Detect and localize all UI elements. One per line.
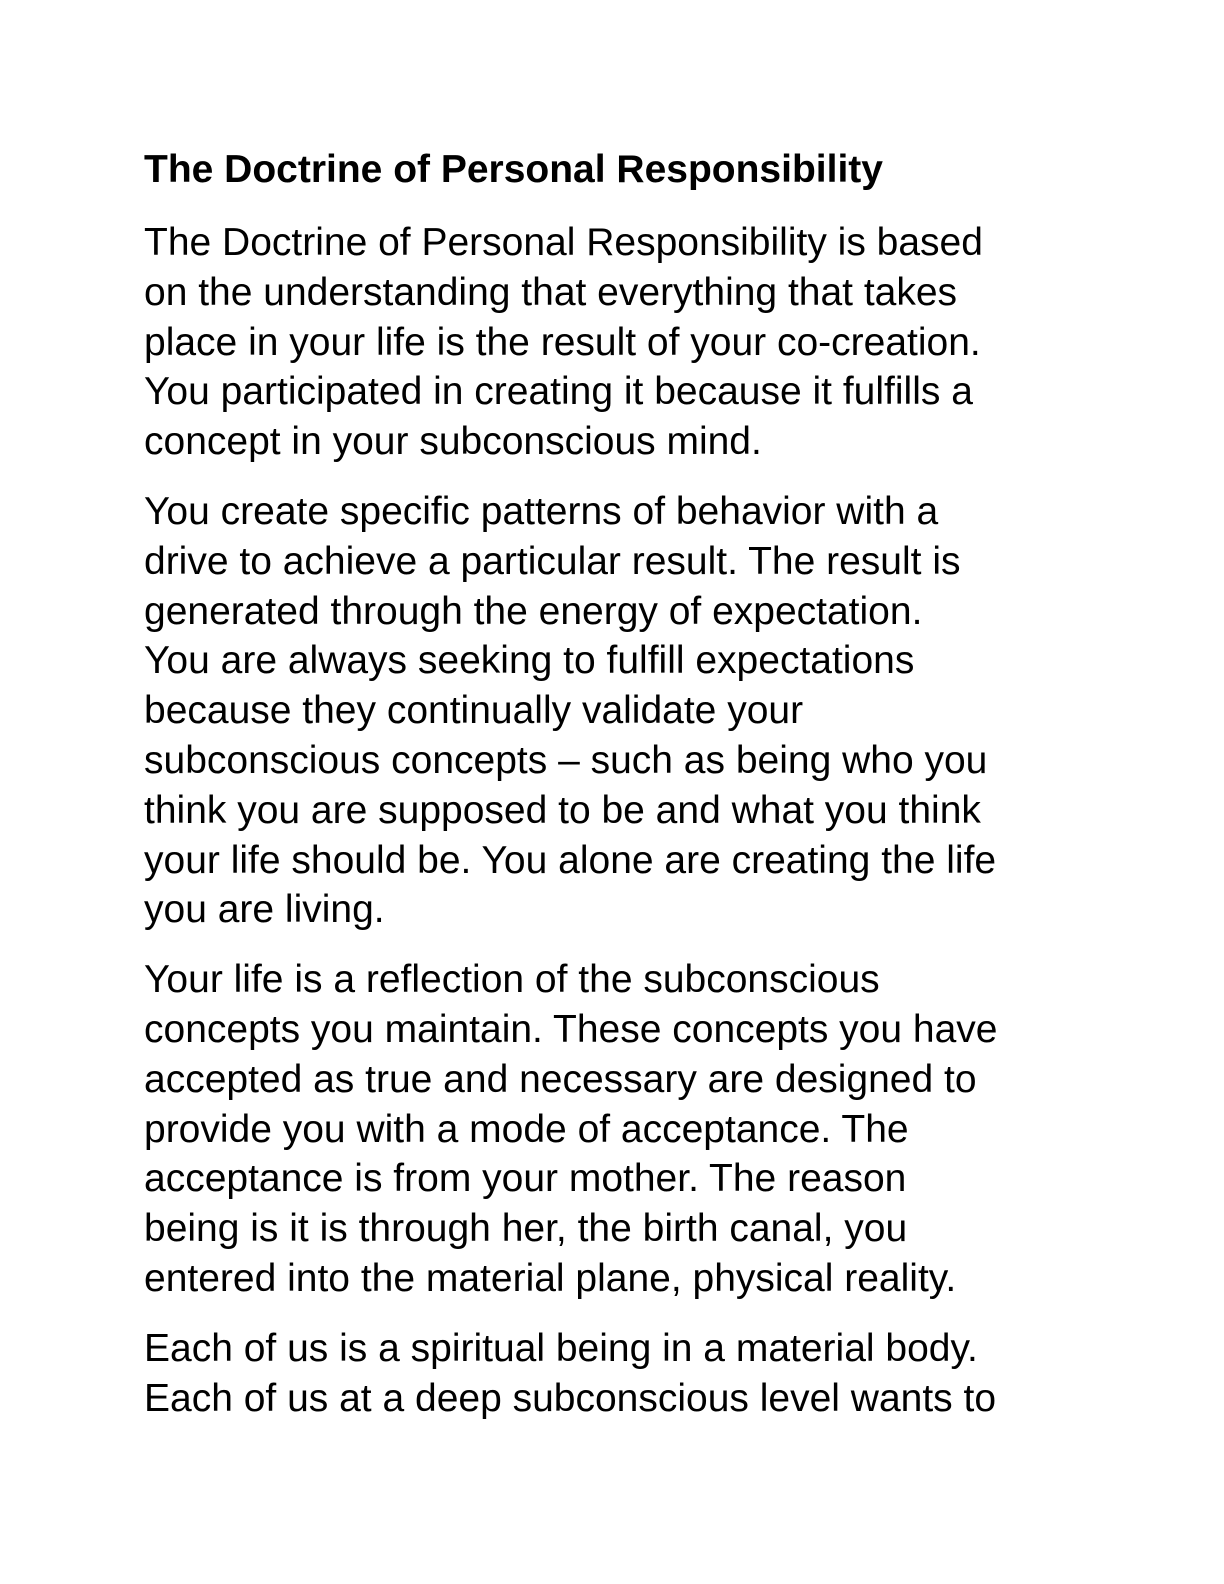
paragraph-2 (144, 487, 1084, 935)
paragraph-3 (144, 955, 1084, 1304)
text-line: Each of us at a deep subconscious level wants to (144, 1376, 997, 1420)
text-line: being is it is through her, the birth canal, you (144, 1207, 908, 1251)
text-line: concept in your subconscious mind. (144, 420, 762, 464)
text-line: accepted as true and necessary are designed to (144, 1057, 977, 1101)
document-page (144, 140, 1084, 1443)
text-line: think you are supposed to be and what you think (144, 788, 981, 832)
text-line: acceptance is from your mother. The reason (144, 1157, 907, 1201)
text-line: because they continually validate your (144, 689, 804, 733)
text-line: Each of us is a spiritual being in a material body. (144, 1326, 978, 1370)
page-title: The Doctrine of Personal Responsibility (144, 148, 883, 191)
text-line: provide you with a mode of acceptance. The (144, 1107, 909, 1151)
text-line: place in your life is the result of your co-creation. (144, 320, 981, 364)
text-line: your life should be. You alone are creating the life (144, 838, 997, 882)
paragraph-4 (144, 1324, 1084, 1424)
text-line: You participated in creating it because it fulfills a (144, 370, 973, 414)
text-line: subconscious concepts – such as being who you (144, 738, 988, 782)
text-line: on the understanding that everything that takes (144, 270, 958, 314)
text-line: entered into the material plane, physical reality. (144, 1256, 957, 1300)
text-line: concepts you maintain. These concepts you have (144, 1007, 998, 1051)
text-line: you are living. (144, 888, 385, 932)
text-line: The Doctrine of Personal Responsibility is based (144, 221, 983, 264)
text-line: Your life is a reflection of the subconscious (144, 958, 880, 1002)
text-line: You create specific patterns of behavior with a (144, 489, 939, 533)
text-line: drive to achieve a particular result. The result is (144, 539, 961, 583)
text-line: You are always seeking to fulfill expectations (144, 639, 915, 683)
paragraph-1 (144, 218, 1084, 467)
text-line: generated through the energy of expectation. (144, 589, 923, 633)
